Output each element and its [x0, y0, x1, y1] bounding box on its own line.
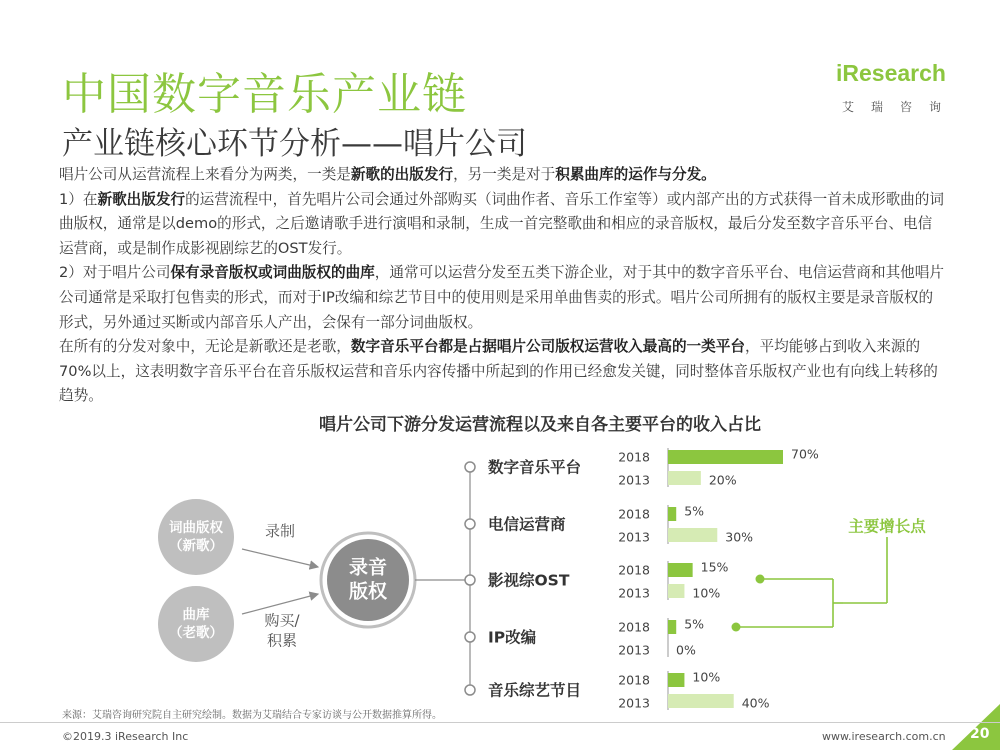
source-node-old-label: 曲库 [182, 607, 210, 623]
value-label-2013-0: 20% [708, 472, 737, 488]
highlight-dot-ost [756, 575, 765, 584]
edge-record-label: 录制 [264, 522, 296, 540]
bar-2013-4 [668, 694, 734, 708]
year-label-2013: 2013 [618, 529, 650, 545]
year-label-2013: 2013 [618, 695, 650, 711]
source-node-old-label: （老歌） [169, 625, 223, 641]
text-run: 在所有的分发对象中，无论是新歌还是老歌， [59, 338, 351, 356]
value-label-2013-1: 30% [725, 529, 754, 545]
bold-run: 数字音乐平台都是占据唱片公司版权运营收入最高的一类平台 [350, 338, 745, 356]
year-label-2018: 2018 [618, 672, 650, 688]
source-node-old [158, 586, 234, 662]
text-run: ，通常可以运营分发至五类下游企业，对于其中的数字音乐平台、电信运营商和其他唱片公司通常是采取打包售卖的形式，而对于IP改编和综艺节目中的使用则是采用单曲售卖的形式。唱片公司所拥有的版权主要是录音版权的形式，另外通过买断或内部音乐人产出，会保有一部分词曲版权。 [59, 264, 944, 331]
category-node-1 [465, 519, 475, 529]
logo-cn-text: 艾瑞咨询 [842, 100, 959, 114]
year-label-2013: 2013 [618, 472, 650, 488]
page-number: 20 [970, 726, 990, 742]
text-run: 唱片公司从运营流程上来看分为两类，一类是 [59, 166, 351, 183]
category-label-4: 音乐综艺节目 [488, 681, 582, 700]
value-label-2018-0: 70% [791, 446, 819, 462]
text-run: 1）在 [59, 190, 98, 208]
page-subtitle: 产业链核心环节分析——唱片公司 [62, 126, 527, 162]
category-node-2 [465, 575, 475, 585]
value-label-2013-3: 0% [676, 642, 696, 658]
year-label-2018: 2018 [618, 506, 650, 522]
highlight-dot-ip [732, 623, 741, 632]
bar-2018-0 [668, 450, 783, 464]
bar-2018-2 [668, 563, 693, 577]
edge-record [242, 549, 318, 567]
bar-2013-0 [668, 471, 701, 485]
source-node-new-label: （新歌） [169, 538, 223, 554]
value-label-2013-2: 10% [692, 585, 721, 601]
value-label-2018-2: 15% [700, 559, 729, 575]
edge-buy-label: 积累 [266, 631, 298, 650]
category-label-0: 数字音乐平台 [488, 458, 582, 477]
bold-run: 积累曲库的运作与分发。 [555, 166, 716, 183]
chart-title: 唱片公司下游分发运营流程以及来自各主要平台的收入占比 [319, 415, 761, 435]
category-node-4 [465, 685, 475, 695]
category-label-3: IP改编 [488, 628, 537, 647]
bold-run: 保有录音版权或词曲版权的曲库 [170, 264, 375, 282]
highlight-label: 主要增长点 [848, 517, 926, 536]
site-url: www.iresearch.com.cn [822, 730, 946, 743]
text-run: ，平均能够占到收入来源的70%以上，这表明数字音乐平台在音乐版权运营和音乐内容传播中所起到的作用已经愈发关键，同时整体音乐版权产业也有向线上转移的趋势。 [59, 338, 938, 405]
center-node-label: 录音 [348, 556, 388, 579]
bar-2018-3 [668, 620, 676, 634]
edge-buy-label: 购买/ [264, 611, 300, 630]
value-label-2018-1: 5% [684, 503, 705, 519]
bold-run: 新歌的出版发行 [350, 166, 454, 183]
bar-2013-1 [668, 528, 717, 542]
source-note: 来源：艾瑞咨询研究院自主研究绘制。数据为艾瑞结合专家访谈与公开数据推算所得。 [62, 710, 442, 721]
year-label-2013: 2013 [618, 642, 650, 658]
bar-2018-1 [668, 507, 676, 521]
page-title: 中国数字音乐产业链 [62, 69, 467, 120]
year-label-2018: 2018 [618, 562, 650, 578]
source-node-new [158, 499, 234, 575]
year-label-2018: 2018 [618, 619, 650, 635]
text-run: ，另一类是对于 [453, 166, 556, 183]
category-label-1: 电信运营商 [488, 515, 566, 534]
value-label-2018-4: 10% [692, 669, 721, 685]
bar-2018-4 [668, 673, 684, 687]
year-label-2013: 2013 [618, 585, 650, 601]
category-node-3 [465, 632, 475, 642]
source-node-new-label: 词曲版权 [169, 520, 223, 536]
year-label-2018: 2018 [618, 449, 650, 465]
center-node-label: 版权 [348, 580, 388, 603]
category-label-2: 影视综OST [488, 571, 570, 590]
logo-text: iResearch [836, 60, 946, 86]
footer-divider [0, 722, 1000, 723]
text-run: 的运营流程中，首先唱片公司会通过外部购买（词曲作者、音乐工作室等）或内部产出的方式获得一首未成形歌曲的词曲版权，通常是以demo的形式，之后邀请歌手进行演唱和录制，生成一首完整歌曲和相应的录音版权，最后分发至数字音乐平台、电信运营商，或是制作成影视剧综艺的OST发行。 [59, 190, 944, 257]
copyright: ©2019.3 iResearch Inc [62, 730, 189, 743]
text-run: 2）对于唱片公司 [59, 264, 171, 282]
bold-run: 新歌出版发行 [97, 190, 186, 208]
value-label-2013-4: 40% [741, 695, 770, 711]
value-label-2018-3: 5% [684, 616, 705, 632]
bar-2013-2 [668, 584, 684, 598]
category-node-0 [465, 462, 475, 472]
